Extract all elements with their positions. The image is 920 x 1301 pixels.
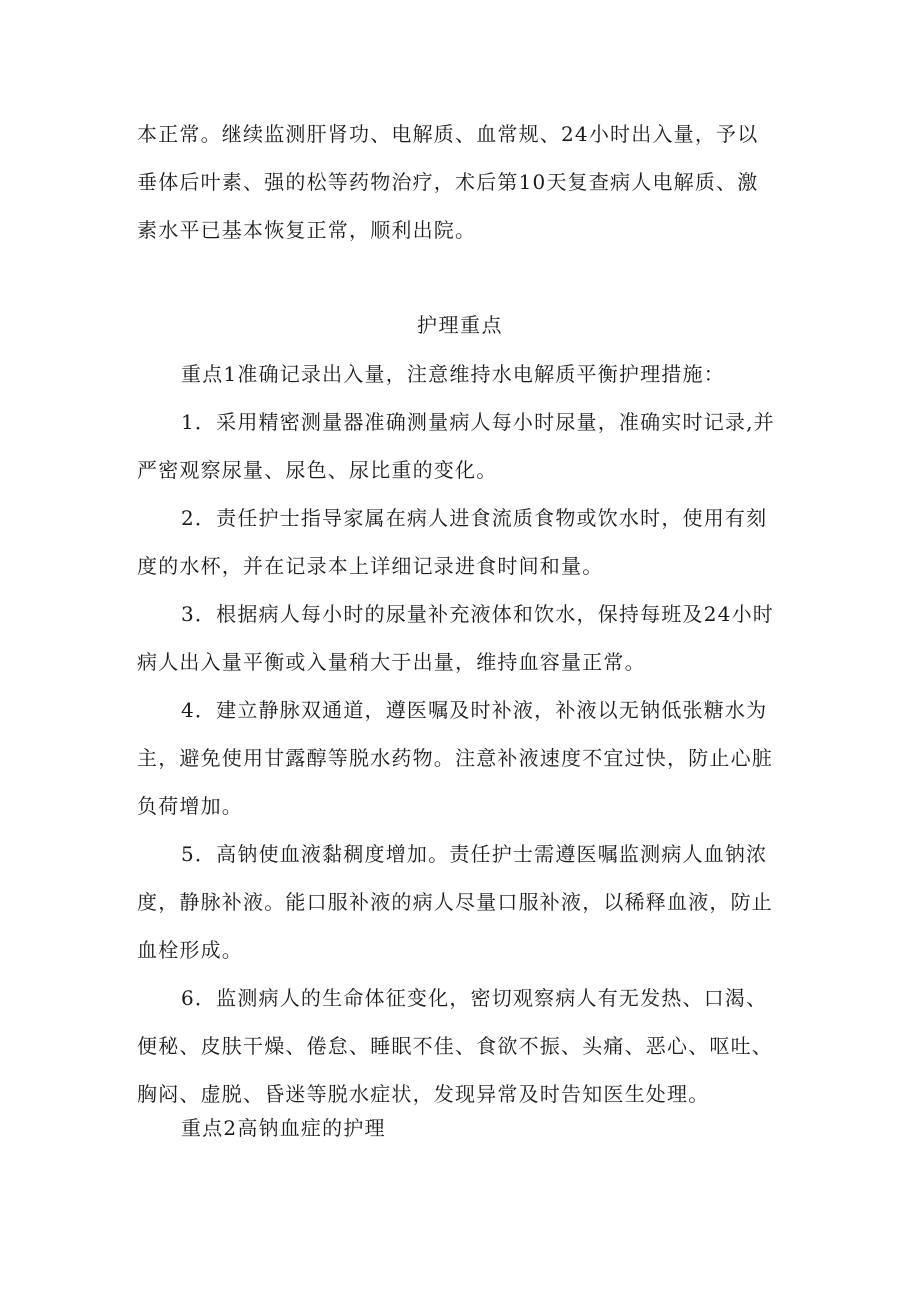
item-line: 6．监测病人的生命体征变化，密切观察病人有无发热、口渴、 (181, 986, 768, 1010)
item-line: 5．高钠使血液黏稠度增加。责任护士需遵医嘱监测病人血钠浓 (181, 842, 768, 866)
list-item (137, 974, 789, 1118)
list-item (137, 686, 789, 830)
item-line: 1．采用精密测量器准确测量病人每小时尿量，准确实时记录,并 (181, 410, 775, 434)
intro-line: 垂体后叶素、强的松等药物治疗，术后第10天复查病人电解质、激 (137, 170, 759, 194)
item-line: 度，静脉补液。能口服补液的病人尽量口服补液，以稀释血液，防止 (137, 890, 773, 914)
item-line: 4．建立静脉双通道，遵医嘱及时补液，补液以无钠低张糖水为 (181, 698, 768, 722)
list-item (137, 830, 789, 974)
intro-line: 本正常。继续监测肝肾功、电解质、血常规、24小时出入量，予以 (137, 122, 759, 146)
key-point-2 (137, 1108, 789, 1148)
item-line: 3．根据病人每小时的尿量补充液体和饮水，保持每班及24小时 (181, 602, 774, 626)
item-line: 度的水杯，并在记录本上详细记录进食时间和量。 (137, 554, 604, 578)
intro-line: 素水平已基本恢复正常，顺利出院。 (137, 218, 477, 242)
item-line: 胸闷、虚脱、昏迷等脱水症状，发现异常及时告知医生处理。 (137, 1082, 710, 1106)
key-point-2-text: 重点2高钠血症的护理 (181, 1116, 386, 1140)
key-point-1 (137, 350, 789, 398)
list-item (137, 398, 789, 494)
item-line: 便秘、皮肤干燥、倦怠、睡眠不佳、食欲不振、头痛、恶心、呕吐、 (137, 1034, 773, 1058)
item-line: 负荷增加。 (137, 794, 243, 818)
item-line: 病人出入量平衡或入量稍大于出量，维持血容量正常。 (137, 650, 646, 674)
item-line: 2．责任护士指导家属在病人进食流质食物或饮水时，使用有刻 (181, 506, 768, 530)
item-line: 严密观察尿量、尿色、尿比重的变化。 (137, 458, 498, 482)
item-line: 血栓形成。 (137, 938, 243, 962)
key-point-1-text: 重点1准确记录出入量，注意维持水电解质平衡护理措施： (181, 362, 725, 386)
item-line: 主，避免使用甘露醇等脱水药物。注意补液速度不宜过快，防止心脏 (137, 746, 773, 770)
intro-paragraph (137, 110, 789, 254)
list-item (137, 494, 789, 590)
section-title: 护理重点 (417, 313, 503, 337)
list-item (137, 590, 789, 686)
